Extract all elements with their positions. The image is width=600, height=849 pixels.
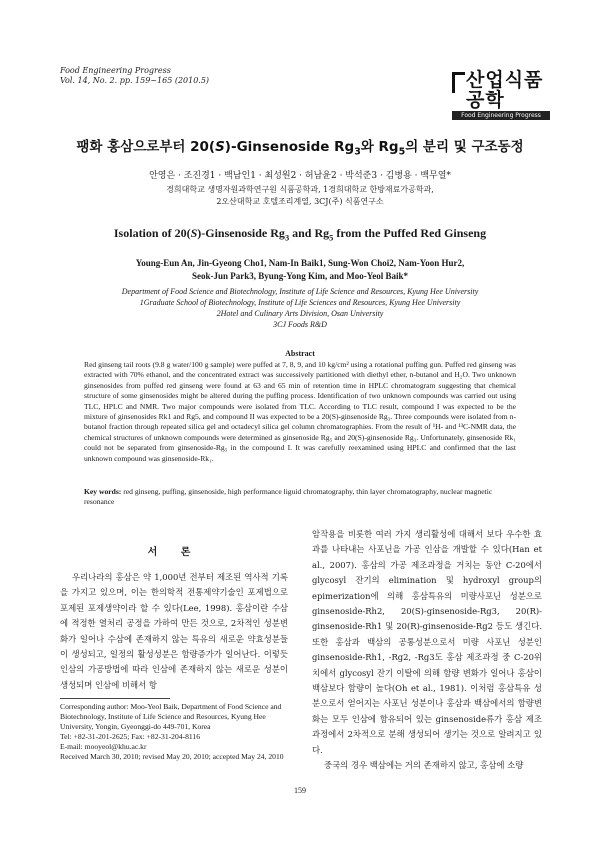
title-en-mid2: and Rg — [289, 226, 330, 240]
footnote-divider — [60, 698, 170, 699]
keywords-text: red ginseng, puffing, ginsenoside, high performance liguid chromatography, thin layer chromatography, nuclear magnetic resonance — [84, 487, 493, 507]
title-ko-suffix: 의 분리 및 구조동정 — [405, 139, 524, 155]
title-ko-s: S — [215, 139, 225, 155]
intro-paragraph: 우리나라의 홍삼은 약 1,000년 전부터 제조된 역사적 기록을 가지고 있으며, 이는 한의학적 전통제약기술인 포제법으로 포제된 포제생약이라 할 수 있다(Lee, 1998). 홍삼이란 수삼에 적정한 열처리 공정을 가하여 만든 것으로, 2차적인 성분변화가 일어나 수삼에 존재하지 않는 특유의 새로운 약효성분들이 생성되고, 일정의 활성성분은 함량증가가 일어난다. 이렇듯 인삼의 가공방법에 따라 인삼에 존재하지 않는 새로운 성분이 생성되며 인삼에 비해서 항 — [60, 572, 288, 690]
affiliation-ko-line: 2오산대학교 호텔조리계열, 3CJ(주) 식품연구소 — [216, 197, 384, 206]
title-en-sub1: 3 — [284, 233, 290, 243]
journal-name: Food Engineering Progress — [60, 66, 171, 75]
section-heading-introduction: 서 론 — [147, 547, 201, 558]
title-en-suffix: from the Puffed Red Ginseng — [333, 226, 487, 240]
intro-left-column — [60, 570, 288, 693]
journal-header — [60, 66, 209, 86]
journal-logo — [452, 69, 550, 119]
keywords-label: Key words: — [84, 487, 122, 496]
authors-en-line: Seok-Jun Park3, Byung-Yong Kim, and Moo-Yeol Baik* — [191, 271, 409, 281]
footnote-phone: Tel: +82-31-201-2625; Fax: +82-31-204-8116 — [60, 732, 200, 741]
abstract-heading: Abstract — [285, 349, 315, 358]
title-en-sub2: 5 — [329, 233, 334, 243]
title-ko-sub2: 5 — [398, 146, 406, 158]
affiliations-english — [40, 286, 560, 330]
footnote-email: E-mail: mooyeol@khu.ac.kr — [60, 742, 147, 751]
affiliation-en-line: Department of Food Science and Biotechnology, Institute of Life Science and Resources, Kyung Hee University — [121, 287, 479, 296]
page-number: 159 — [294, 786, 306, 795]
title-en-prefix: Isolation of 20( — [113, 226, 191, 240]
intro-paragraph: 암작용을 비롯한 여러 가지 생리활성에 대해서 보다 우수한 효과를 나타내는 사포닌을 가공 인삼을 개발할 수 있다(Han et al., 2007). 홍삼의 가공 제조과정을 거치는 동안 C-20에서 glycosyl 잔기의 elimination 및 hydroxyl group의 epimerization에 의해 홍삼특유의 미량사포닌 성분으로 ginsenoside-Rh2, 20(S)-ginsenoside-Rg3, 20(R)-ginsenoside-Rh1 및 20(R)-ginsenoside-Rg2 등도 생긴다. 또한 홍삼과 백삼의 공통성분으로서 미량 사포닌 성분인 ginsenoside-Rh1, -Rg2, -Rg3도 홍삼 제조과정 중 C-20위치에서 glycosyl 잔기 이탈에 의해 함량 변화가 일어나 홍삼이 백삼보다 함량이 높다(Oh et al., 1981). 이처럼 홍삼특유 성분으로서 얻어지는 사포닌 성분이나 홍삼과 백삼에서의 함량변화는 모두 인삼에 함유되어 있는 ginsenoside류가 홍삼 제조과정에서 2차적으로 분해 생성되어 생기는 것으로 알려지고 있다. — [312, 529, 542, 755]
title-en-s: S — [190, 226, 198, 240]
affiliation-en-line: 1Graduate School of Biotechnology, Institute of Life Sciences and Resources, Kyung Hee University — [139, 298, 461, 307]
intro-right-column — [312, 527, 542, 774]
title-english — [40, 226, 560, 241]
keywords — [84, 487, 516, 508]
affiliations-korean — [40, 184, 560, 208]
logo-korean-text: 산업식품공학 — [466, 69, 544, 111]
footnote — [60, 702, 288, 762]
title-ko-mid1: )-Ginsenoside Rg — [224, 139, 355, 155]
affiliation-en-line: 2Hotel and Culinary Arts Division, Osan University — [216, 309, 384, 318]
logo-mark-icon — [452, 72, 465, 93]
authors-en-line: Young-Eun An, Jin-Gyeong Cho1, Nam-In Baik1, Sung-Won Choi2, Nam-Yoon Hur2, — [135, 258, 465, 268]
authors-english — [40, 257, 560, 283]
title-ko-sub1: 3 — [354, 146, 361, 158]
abstract-body: Red ginseng tail roots (9.8 g water/100 g sample) were puffed at 7, 8, 9, and 10 kg/cm² using a rotational puffing gun. Puffed red ginseng was extracted with 70% ethanol, and the concentrated extract was successively partitioned with diethyl ether, n-butanol and H₂O. Two unknown ginsenosides from puffed red ginseng were found at 63 and 65 min of retention time in HPLC chromatogram suggesting that chemical structure of some ginsenosides might be altered during the puffing process. Identification of two unknown compounds was carried out using TLC, HPLC and NMR. Two major compounds were isolated from TLC. According to TLC result, compound I was expected to be the mixture of ginsenosides Rk1 and Rg5, and compound II was expected to be a 20(S)-ginsenoside Rg₃. Three compounds were isolated from n-butanol fraction through repeated silica gel and octadecyl silica gel column chromatographies. From the result of ¹H- and ¹³C-NMR data, the chemical structures of unknown compounds were determined as ginsenoside Rg₅ and 20(S)-ginsenoside Rg₃. Unfortunately, ginsenoside Rk₁ could not be separated from ginsenoside-Rg₅ in the compound I. It was carefully reexamined using HPLC and confirmed that the last unknown compound was ginsenoside-Rk₁. — [84, 360, 516, 463]
authors-korean: 안영은 · 조진경1 · 백남인1 · 최성원2 · 허남윤2 · 박석준3 · 김병용 · 백무열* — [149, 171, 451, 181]
affiliation-ko-line: 경희대학교 생명자원과학연구원 식품공학과, 1경희대학교 한방재료가공학과, — [166, 185, 434, 194]
title-en-mid1: )-Ginsenoside Rg — [197, 226, 285, 240]
journal-volume: Vol. 14, No. 2. pp. 159~165 (2010.5) — [60, 76, 210, 85]
logo-english-text: Food Engineering Progress — [452, 111, 550, 120]
footnote-corresponding: Corresponding author: Moo-Yeol Baik, Department of Food Science and Biotechnology, Institute of Life Science and Resources, Kyung Hee University, Yongin, Gyeonggi-do 449-701, Korea — [60, 702, 282, 731]
affiliation-en-line: 3CJ Foods R&D — [273, 320, 327, 329]
title-korean — [40, 135, 560, 158]
title-ko-prefix: 팽화 홍삼으로부터 20( — [76, 139, 216, 155]
title-ko-mid2: 와 Rg — [360, 139, 399, 155]
intro-paragraph: 중국의 경우 백삼에는 거의 존재하지 않고, 홍삼에 소량 — [324, 760, 524, 771]
footnote-dates: Received March 30, 2010; revised May 20, 2010; accepted May 24, 2010 — [60, 752, 284, 761]
